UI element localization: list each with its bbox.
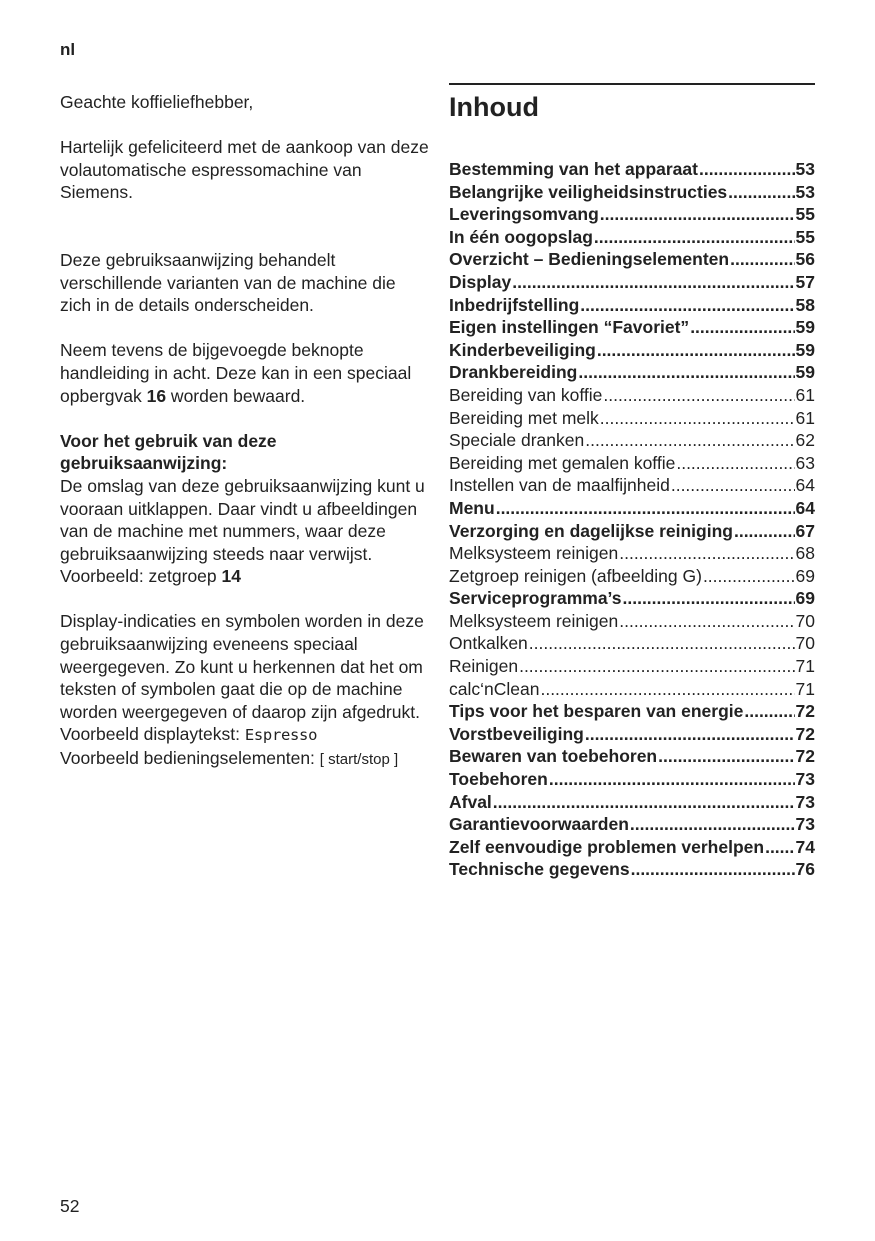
display-indications-text: Display-indicaties en symbolen worden in deze gebruiksaanwijzing eveneens speciaal weergegeven. Zo kunt u herkennen dat het om teksten of symbolen gaat die op de machine worden weergegeven of daarop zijn afgedrukt. <box>60 611 424 722</box>
usage-heading: Voor het gebruik van deze gebruiksaanwijzing: <box>60 430 277 474</box>
greeting-text: Geachte koffieliefhebber, <box>60 92 254 112</box>
toc-entry-label: Eigen instellingen “Favoriet” <box>449 317 690 338</box>
start-stop-key-sample: [ start/stop ] <box>319 751 399 769</box>
toc-entry <box>449 655 815 678</box>
toc-entry-label: Garantievoorwaarden <box>449 814 629 835</box>
toc-dot-leader <box>549 768 795 791</box>
usage-text: De omslag van deze gebruiksaanwijzing kunt u vooraan uitklappen. Daar vindt u afbeeldingen van de machine met nummers, waar deze gebruiksaanwijzing steeds naar verwijst. <box>60 475 425 564</box>
toc-dot-leader <box>580 294 794 317</box>
toc-entry-page: 73 <box>795 791 815 812</box>
toc-dot-leader <box>493 791 795 814</box>
toc-entry-label: Verzorging en dagelijkse reiniging <box>449 520 733 541</box>
toc-entry <box>449 248 815 271</box>
toc-entry <box>449 203 815 226</box>
toc-entry-label: Kinderbeveiliging <box>449 339 596 360</box>
toc-dot-leader <box>734 520 795 543</box>
toc-entry-page: 70 <box>795 633 815 654</box>
toc-entry <box>449 768 815 791</box>
toc-entry <box>449 632 815 655</box>
toc-dot-leader <box>744 700 794 723</box>
toc-dot-leader <box>631 858 795 881</box>
toc-dot-leader <box>519 655 794 678</box>
toc-entry-page: 71 <box>795 656 815 677</box>
toc-dot-leader <box>585 723 795 746</box>
toc-entry <box>449 542 815 565</box>
storage-compartment-number: 16 <box>146 385 167 406</box>
toc-entry-page: 61 <box>795 384 815 405</box>
toc-title: Inhoud <box>449 92 539 122</box>
toc-entry-page: 74 <box>795 836 815 857</box>
toc-entry-label: Belangrijke veiligheidsinstructies <box>449 181 728 202</box>
toc-list <box>449 158 815 881</box>
toc-entry-page: 64 <box>795 475 815 496</box>
toc-dot-leader <box>496 497 795 520</box>
toc-entry <box>449 474 815 497</box>
toc-entry-label: calc‘nClean <box>449 678 540 699</box>
short-manual-text-end: worden bewaard. <box>166 385 306 406</box>
toc-entry-page: 56 <box>795 249 815 270</box>
toc-entry-label: Serviceprogramma’s <box>449 588 622 609</box>
toc-dot-leader <box>540 678 794 701</box>
toc-entry-label: Menu <box>449 497 495 518</box>
toc-entry <box>449 452 815 475</box>
toc-entry-label: Ontkalken <box>449 633 528 654</box>
toc-entry-page: 53 <box>795 181 815 202</box>
toc-dot-leader <box>728 181 794 204</box>
toc-entry-label: Melksysteem reinigen <box>449 610 619 631</box>
brew-group-example-label: Voorbeeld: zetgroep <box>60 566 222 587</box>
toc-entry-label: Reinigen <box>449 656 519 677</box>
toc-dot-leader <box>619 542 794 565</box>
toc-entry <box>449 791 815 814</box>
toc-top-rule <box>449 83 815 85</box>
toc-entry-page: 70 <box>795 610 815 631</box>
toc-dot-leader <box>603 384 794 407</box>
toc-entry-page: 59 <box>795 317 815 338</box>
toc-entry-page: 57 <box>795 271 815 292</box>
toc-entry-label: Leveringsomvang <box>449 204 599 225</box>
toc-entry-page: 55 <box>795 226 815 247</box>
toc-entry-page: 55 <box>795 204 815 225</box>
page-number: 52 <box>60 1196 80 1216</box>
toc-entry <box>449 158 815 181</box>
toc-entry-page: 59 <box>795 362 815 383</box>
brew-group-number: 14 <box>221 566 241 587</box>
toc-entry <box>449 813 815 836</box>
toc-entry-page: 72 <box>795 746 815 767</box>
toc-entry <box>449 700 815 723</box>
toc-dot-leader <box>623 587 795 610</box>
toc-entry-page: 72 <box>795 701 815 722</box>
toc-entry <box>449 858 815 881</box>
toc-entry-label: Vorstbeveiliging <box>449 723 584 744</box>
toc-entry-page: 53 <box>795 159 815 179</box>
toc-dot-leader <box>578 361 794 384</box>
toc-entry <box>449 407 815 430</box>
language-label: nl <box>60 40 76 59</box>
toc-entry-label: Tips voor het besparen van energie <box>449 701 744 722</box>
toc-entry <box>449 745 815 768</box>
toc-entry <box>449 610 815 633</box>
congrats-text: Hartelijk gefeliciteerd met de aankoop van deze volautomatische espressomachine van Siemens. <box>60 137 429 203</box>
toc-entry <box>449 678 815 701</box>
toc-entry-label: Toebehoren <box>449 769 548 790</box>
toc-entry <box>449 723 815 746</box>
toc-entry-page: 59 <box>795 339 815 360</box>
intro-column <box>60 91 430 772</box>
toc-entry <box>449 565 815 588</box>
toc-entry-label: Inbedrijfstelling <box>449 294 580 315</box>
toc-entry <box>449 384 815 407</box>
toc-dot-leader <box>600 407 795 430</box>
toc-dot-leader <box>765 836 794 859</box>
toc-entry <box>449 226 815 249</box>
toc-dot-leader <box>658 745 794 768</box>
toc-dot-leader <box>699 158 795 181</box>
toc-entry-label: Drankbereiding <box>449 362 578 383</box>
toc-entry-label: Afval <box>449 791 492 812</box>
toc-dot-leader <box>690 316 794 339</box>
toc-entry-page: 64 <box>795 497 815 518</box>
toc-entry <box>449 520 815 543</box>
toc-entry-label: Bestemming van het apparaat <box>449 159 698 179</box>
toc-entry-page: 62 <box>795 430 815 451</box>
toc-entry-label: Bereiding met melk <box>449 407 599 428</box>
toc-entry <box>449 339 815 362</box>
brew-group-example <box>60 565 430 588</box>
toc-entry-label: Zelf eenvoudige problemen verhelpen <box>449 836 765 857</box>
toc-dot-leader <box>585 429 794 452</box>
variants-text: Deze gebruiksaanwijzing behandelt verschillende varianten van de machine die zich in de details onderscheiden. <box>60 249 396 316</box>
toc-entry <box>449 271 815 294</box>
toc-entry-label: Overzicht – Bedieningselementen <box>449 249 730 270</box>
toc-entry-label: Bewaren van toebehoren <box>449 746 658 767</box>
toc-entry-page: 63 <box>795 452 815 473</box>
toc-entry-label: Instellen van de maalfijnheid <box>449 475 670 496</box>
toc-entry <box>449 836 815 859</box>
toc-entry-page: 73 <box>795 769 815 790</box>
toc-entry-page: 69 <box>795 565 815 586</box>
toc-entry-page: 73 <box>795 814 815 835</box>
display-text-example <box>60 723 430 747</box>
display-text-sample: Espresso <box>244 726 318 745</box>
short-manual-text <box>60 339 430 407</box>
toc-dot-leader <box>676 452 794 475</box>
toc-entry-page: 67 <box>795 520 815 541</box>
toc-dot-leader <box>512 271 794 294</box>
toc-entry-page: 69 <box>795 588 815 609</box>
toc-dot-leader <box>619 610 794 633</box>
toc-entry-label: Display <box>449 271 512 292</box>
short-manual-text-start: Neem tevens de bijgevoegde beknopte handleiding in acht. Deze kan in een speciaal opbergvak <box>60 340 412 406</box>
toc-entry <box>449 361 815 384</box>
toc-entry-label: Bereiding van koffie <box>449 384 603 405</box>
toc-entry-page: 68 <box>795 543 815 564</box>
toc-entry-label: Zetgroep reinigen (afbeelding G) <box>449 565 702 586</box>
toc-entry-page: 61 <box>795 407 815 428</box>
toc-entry <box>449 294 815 317</box>
toc-entry-label: In één oogopslag <box>449 226 593 247</box>
display-text-example-label: Voorbeeld displaytekst: <box>60 724 245 745</box>
toc-entry-page: 72 <box>795 723 815 744</box>
control-element-example-label: Voorbeeld bedieningselementen: <box>60 748 320 769</box>
toc-dot-leader <box>594 226 795 249</box>
toc-dot-leader <box>597 339 795 362</box>
toc-entry-page: 76 <box>795 859 815 880</box>
toc-entry-label: Technische gegevens <box>449 859 630 880</box>
toc-entry <box>449 181 815 204</box>
toc-dot-leader <box>630 813 795 836</box>
toc-dot-leader <box>529 632 795 655</box>
toc-entry-page: 71 <box>795 678 815 699</box>
toc-dot-leader <box>730 248 794 271</box>
toc-entry-label: Melksysteem reinigen <box>449 543 619 564</box>
toc-entry <box>449 587 815 610</box>
toc-entry-label: Bereiding met gemalen koffie <box>449 452 676 473</box>
control-element-example <box>60 747 430 772</box>
table-of-contents <box>449 83 815 881</box>
toc-dot-leader <box>703 565 795 588</box>
toc-entry <box>449 316 815 339</box>
toc-dot-leader <box>671 474 795 497</box>
toc-entry-page: 58 <box>795 294 815 315</box>
toc-entry <box>449 497 815 520</box>
toc-entry-label: Speciale dranken <box>449 430 585 451</box>
toc-dot-leader <box>600 203 795 226</box>
toc-entry <box>449 429 815 452</box>
